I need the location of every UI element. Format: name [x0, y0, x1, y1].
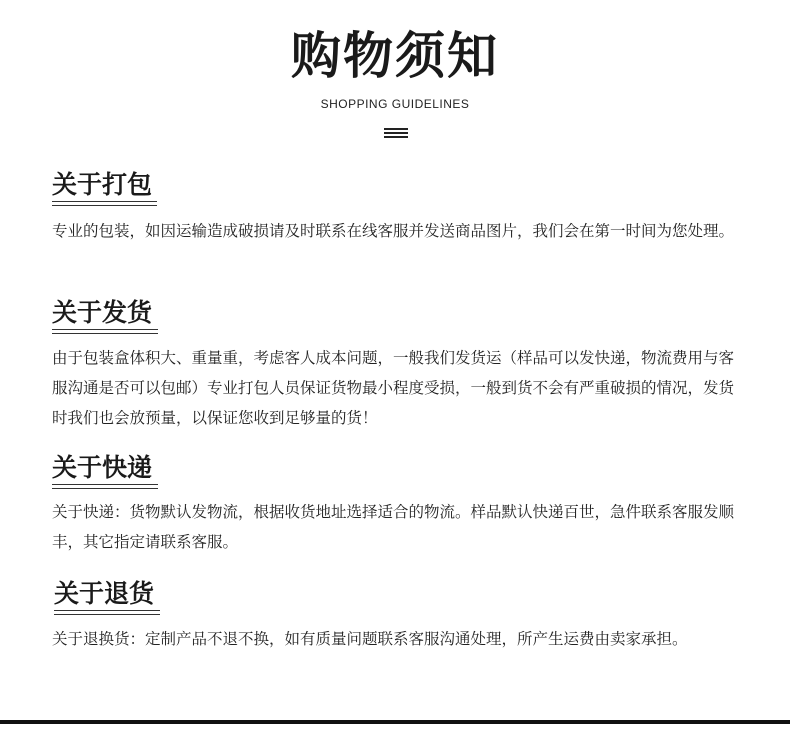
- heading-underline: [54, 610, 160, 615]
- page-subtitle: SHOPPING GUIDELINES: [320, 97, 470, 111]
- menu-lines-icon: [384, 128, 408, 140]
- section-heading-returns: 关于退货: [54, 579, 155, 608]
- section-body-express: 关于快递：货物默认发物流，根据收货地址选择适合的物流。样品默认快递百世，急件联系客服发顺丰，其它指定请联系客服。: [52, 503, 735, 551]
- page-title: 购物须知: [291, 27, 499, 85]
- section-heading-packing: 关于打包: [52, 170, 153, 199]
- section-body-shipping: 由于包装盒体积大、重量重，考虑客人成本问题，一般我们发货运（样品可以发快递，物流费用与客服沟通是否可以包邮）专业打包人员保证货物最小程度受损，一般到货不会有严重破损的情况，发货时我们也会放预量，以保证您收到足够量的货！: [52, 349, 735, 427]
- section-body-packing: 专业的包装，如因运输造成破损请及时联系在线客服并发送商品图片，我们会在第一时间为您处理。: [52, 222, 735, 240]
- bottom-divider: [0, 720, 790, 724]
- section-heading-express: 关于快递: [52, 453, 153, 482]
- section-heading-shipping: 关于发货: [52, 298, 153, 327]
- section-body-returns: 关于退换货：定制产品不退不换，如有质量问题联系客服沟通处理，所产生运费由卖家承担。: [52, 630, 688, 648]
- heading-underline: [52, 329, 158, 334]
- heading-underline: [52, 201, 157, 206]
- heading-underline: [52, 484, 158, 489]
